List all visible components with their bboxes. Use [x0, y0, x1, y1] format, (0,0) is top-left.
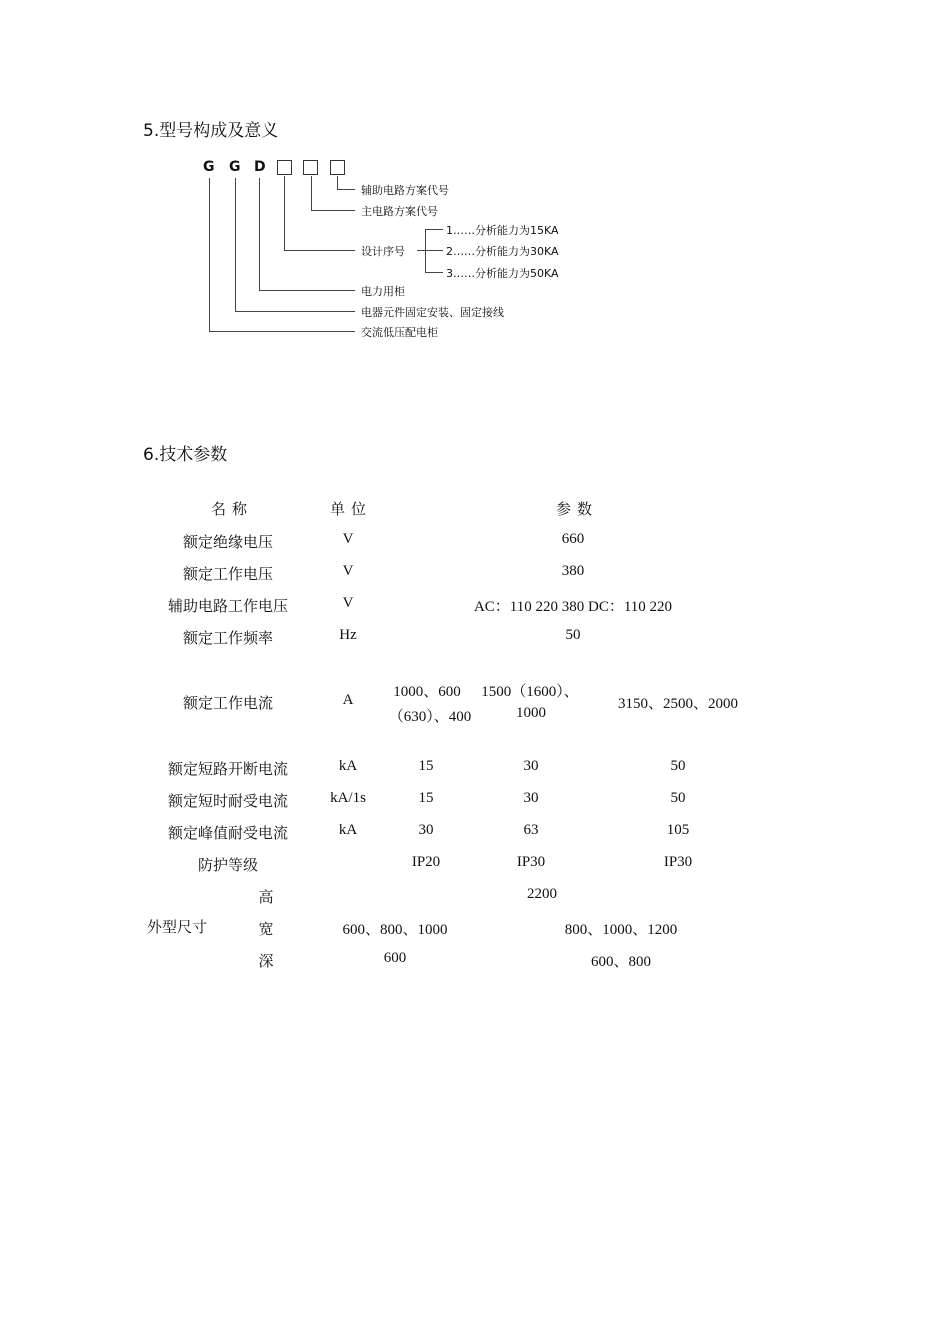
row-short-time-current-value3: 50	[670, 790, 686, 806]
row-frequency-name: 额定工作频率	[182, 631, 274, 647]
label-aux-circuit: 辅助电路方案代号	[361, 184, 449, 197]
row-peak-current-name: 额定峰值耐受电流	[167, 826, 289, 842]
code-box-aux	[330, 160, 345, 175]
dims-depth-label: 深	[258, 954, 274, 970]
dims-height-label: 高	[258, 890, 274, 906]
row-aux-voltage-value: AC：110 220 380 DC：110 220	[473, 599, 673, 615]
dims-height-value: 2200	[527, 886, 557, 902]
row-current-name: 额定工作电流	[182, 696, 274, 712]
code-letter-d: D	[254, 159, 266, 175]
row-current-unit: A	[342, 692, 354, 708]
label-main-circuit: 主电路方案代号	[361, 205, 438, 218]
row-protection-value1: IP20	[411, 854, 441, 870]
label-option-3: 3……分析能力为50KA	[446, 267, 559, 280]
row-current-value2-line1: 1500（1600）、	[481, 684, 579, 700]
label-option-2: 2……分析能力为30KA	[446, 245, 559, 258]
row-protection-name: 防护等级	[197, 858, 259, 874]
row-frequency-value: 50	[565, 627, 581, 643]
row-breaking-current-value2: 30	[523, 758, 539, 774]
dims-depth-value2: 600、800	[590, 954, 652, 970]
row-peak-current-value2: 63	[523, 822, 539, 838]
row-short-time-current-unit: kA/1s	[330, 790, 366, 806]
code-letter-g1: G	[203, 159, 215, 175]
row-protection-value3: IP30	[663, 854, 693, 870]
section5-title: 5.型号构成及意义	[143, 121, 279, 141]
row-breaking-current-name: 额定短路开断电流	[167, 762, 289, 778]
row-frequency-unit: Hz	[339, 627, 357, 643]
code-box-design	[277, 160, 292, 175]
label-design-serial: 设计序号	[361, 245, 405, 258]
row-peak-current-value3: 105	[666, 822, 690, 838]
row-aux-voltage-name: 辅助电路工作电压	[167, 599, 289, 615]
row-short-time-current-value2: 30	[523, 790, 539, 806]
row-short-time-current-name: 额定短时耐受电流	[167, 794, 289, 810]
row-working-voltage-unit: V	[342, 563, 354, 579]
row-peak-current-value1: 30	[418, 822, 434, 838]
dims-depth-value1: 600	[383, 950, 407, 966]
row-short-time-current-value1: 15	[418, 790, 434, 806]
code-box-main	[303, 160, 318, 175]
label-ac-cabinet: 交流低压配电柜	[361, 326, 438, 339]
code-letter-g2: G	[229, 159, 241, 175]
dims-label: 外型尺寸	[146, 920, 208, 936]
row-protection-value2: IP30	[516, 854, 546, 870]
header-param: 参数	[555, 500, 599, 518]
row-current-value1-line1: 1000、600	[393, 684, 461, 700]
row-breaking-current-value1: 15	[418, 758, 434, 774]
dims-width-value2: 800、1000、1200	[564, 922, 678, 938]
row-working-voltage-name: 额定工作电压	[182, 567, 274, 583]
row-insulation-voltage-value: 660	[561, 531, 585, 547]
section6-title: 6.技术参数	[143, 445, 228, 465]
row-current-value1-line2: （630）、400	[388, 709, 472, 725]
dims-width-label: 宽	[258, 922, 274, 938]
label-power-cabinet: 电力用柜	[361, 285, 405, 298]
row-working-voltage-value: 380	[561, 563, 585, 579]
row-peak-current-unit: kA	[338, 822, 358, 838]
row-insulation-voltage-unit: V	[342, 531, 354, 547]
row-current-value3: 3150、2500、2000	[617, 696, 739, 712]
row-breaking-current-value3: 50	[670, 758, 686, 774]
label-fixed-install: 电器元件固定安装、固定接线	[361, 306, 504, 319]
dims-width-value1: 600、800、1000	[342, 922, 448, 938]
header-unit: 单位	[329, 500, 373, 518]
row-breaking-current-unit: kA	[338, 758, 358, 774]
row-aux-voltage-unit: V	[342, 595, 354, 611]
row-insulation-voltage-name: 额定绝缘电压	[182, 535, 274, 551]
row-current-value2-line2: 1000	[516, 705, 546, 721]
label-option-1: 1……分析能力为15KA	[446, 224, 559, 237]
header-name: 名称	[210, 500, 254, 518]
